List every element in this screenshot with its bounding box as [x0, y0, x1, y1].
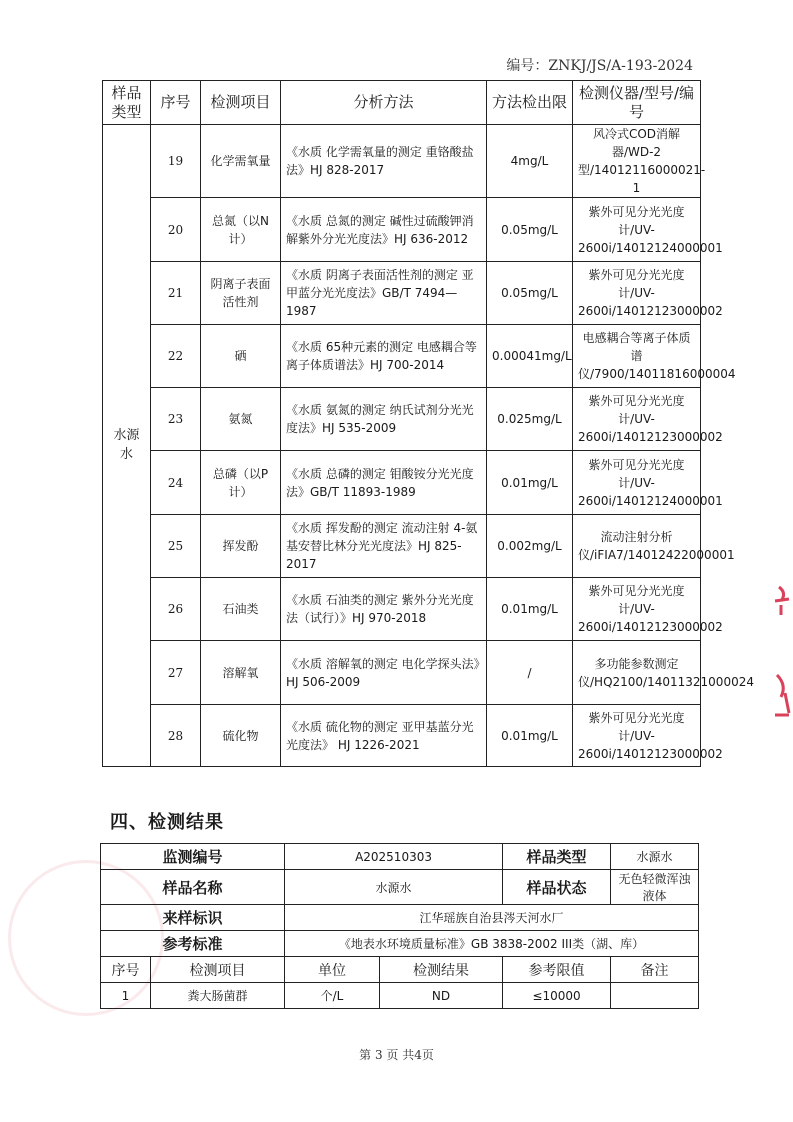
sample-state-value: 无色轻微浑浊液体 [611, 870, 699, 905]
method-table [102, 80, 754, 767]
method-row [103, 198, 701, 262]
row-limit: 0.00041mg/L [487, 325, 573, 388]
standard-row [101, 931, 699, 957]
row-limit: 0.01mg/L [487, 705, 573, 767]
row-item: 硒 [201, 325, 281, 388]
row-instrument: 紫外可见分光光度计/UV-2600i/14012124000001 [573, 451, 701, 515]
result-note [611, 983, 699, 1009]
method-row [103, 641, 701, 705]
header-seq: 序号 [151, 81, 201, 125]
result-seq: 1 [101, 983, 151, 1009]
standard-label: 参考标准 [101, 931, 285, 957]
method-row [103, 578, 701, 641]
col-result: 检测结果 [380, 957, 503, 983]
row-instrument: 流动注射分析仪/iFIA7/14012422000001 [573, 515, 701, 578]
row-seq: 20 [151, 198, 201, 262]
row-method: 《水质 挥发酚的测定 流动注射 4-氨基安替比林分光光度法》HJ 825-2017 [281, 515, 487, 578]
row-instrument: 风冷式COD消解器/WD-2型/14012116000021-1 [573, 125, 701, 198]
row-item: 化学需氧量 [201, 125, 281, 198]
row-item: 氨氮 [201, 388, 281, 451]
row-item: 阴离子表面活性剂 [201, 262, 281, 325]
result-header-row [101, 957, 699, 983]
row-limit: 0.002mg/L [487, 515, 573, 578]
source-value: 江华瑶族自治县涔天河水厂 [285, 905, 699, 931]
row-item: 硫化物 [201, 705, 281, 767]
row-item: 总磷（以P计） [201, 451, 281, 515]
method-row [103, 388, 701, 451]
row-seq: 22 [151, 325, 201, 388]
standard-value: 《地表水环境质量标准》GB 3838-2002 III类（湖、库） [285, 931, 699, 957]
row-instrument: 紫外可见分光光度计/UV-2600i/14012123000002 [573, 262, 701, 325]
row-method: 《水质 阴离子表面活性剂的测定 亚甲蓝分光光度法》GB/T 7494—1987 [281, 262, 487, 325]
row-item: 挥发酚 [201, 515, 281, 578]
sample-name-value: 水源水 [285, 870, 503, 905]
row-method: 《水质 总磷的测定 钼酸铵分光光度法》GB/T 11893-1989 [281, 451, 487, 515]
header-item: 检测项目 [201, 81, 281, 125]
page-footer: 第 3 页 共4页 [359, 1048, 434, 1062]
header-method: 分析方法 [281, 81, 487, 125]
sample-state-label: 样品状态 [503, 870, 611, 905]
row-instrument: 多功能参数测定仪/HQ2100/14011321000024 [573, 641, 701, 705]
row-limit: 0.01mg/L [487, 578, 573, 641]
row-instrument: 紫外可见分光光度计/UV-2600i/14012123000002 [573, 705, 701, 767]
row-item: 石油类 [201, 578, 281, 641]
result-value: ND [380, 983, 503, 1009]
row-item: 溶解氧 [201, 641, 281, 705]
row-seq: 28 [151, 705, 201, 767]
method-row [103, 705, 701, 767]
monitor-no-label: 监测编号 [101, 844, 285, 870]
section-title: 四、检测结果 [110, 812, 224, 833]
row-method: 《水质 硫化物的测定 亚甲基蓝分光光度法》 HJ 1226-2021 [281, 705, 487, 767]
col-unit: 单位 [285, 957, 380, 983]
header-category: 样品类型 [103, 81, 151, 125]
source-label: 来样标识 [101, 905, 285, 931]
row-method: 《水质 化学需氧量的测定 重铬酸盐法》HJ 828-2017 [281, 125, 487, 198]
edge-seal-stamp-fragment [769, 575, 793, 750]
row-instrument: 紫外可见分光光度计/UV-2600i/14012123000002 [573, 578, 701, 641]
method-table-header-row [103, 81, 701, 125]
row-item: 总氮（以N计） [201, 198, 281, 262]
sample-name-label: 样品名称 [101, 870, 285, 905]
method-row [103, 262, 701, 325]
row-seq: 26 [151, 578, 201, 641]
row-seq: 25 [151, 515, 201, 578]
row-seq: 21 [151, 262, 201, 325]
row-instrument: 紫外可见分光光度计/UV-2600i/14012123000002 [573, 388, 701, 451]
result-unit: 个/L [285, 983, 380, 1009]
col-item: 检测项目 [151, 957, 285, 983]
method-row [103, 125, 701, 198]
method-row [103, 325, 701, 388]
row-method: 《水质 溶解氧的测定 电化学探头法》HJ 506-2009 [281, 641, 487, 705]
row-limit: 0.05mg/L [487, 262, 573, 325]
row-seq: 27 [151, 641, 201, 705]
row-limit: 0.01mg/L [487, 451, 573, 515]
col-seq: 序号 [101, 957, 151, 983]
result-limit: ≤10000 [503, 983, 611, 1009]
header-instrument: 检测仪器/型号/编号 [573, 81, 701, 125]
row-method: 《水质 总氮的测定 碱性过硫酸钾消解紫外分光光度法》HJ 636-2012 [281, 198, 487, 262]
sample-type-value: 水源水 [611, 844, 699, 870]
row-seq: 23 [151, 388, 201, 451]
row-limit: / [487, 641, 573, 705]
sample-info-row [101, 870, 699, 905]
method-row [103, 451, 701, 515]
row-method: 《水质 65种元素的测定 电感耦合等离子体质谱法》HJ 700-2014 [281, 325, 487, 388]
row-method: 《水质 氨氮的测定 纳氏试剂分光光度法》HJ 535-2009 [281, 388, 487, 451]
header-limit: 方法检出限 [487, 81, 573, 125]
row-limit: 0.05mg/L [487, 198, 573, 262]
row-instrument: 紫外可见分光光度计/UV-2600i/14012124000001 [573, 198, 701, 262]
sample-type-label: 样品类型 [503, 844, 611, 870]
document-number: 编号：ZNKJ/JS/A-193-2024 [506, 58, 693, 74]
result-row [101, 983, 699, 1009]
row-seq: 24 [151, 451, 201, 515]
row-seq: 19 [151, 125, 201, 198]
col-limit: 参考限值 [503, 957, 611, 983]
result-item: 粪大肠菌群 [151, 983, 285, 1009]
method-row [103, 515, 701, 578]
monitor-info-row [101, 844, 699, 870]
source-row [101, 905, 699, 931]
row-limit: 4mg/L [487, 125, 573, 198]
col-note: 备注 [611, 957, 699, 983]
result-table [100, 843, 699, 1009]
sample-category-cell: 水源水 [103, 125, 151, 767]
row-limit: 0.025mg/L [487, 388, 573, 451]
row-instrument: 电感耦合等离子体质谱仪/7900/14011816000004 [573, 325, 701, 388]
row-method: 《水质 石油类的测定 紫外分光光度法（试行）》HJ 970-2018 [281, 578, 487, 641]
monitor-no-value: A202510303 [285, 844, 503, 870]
